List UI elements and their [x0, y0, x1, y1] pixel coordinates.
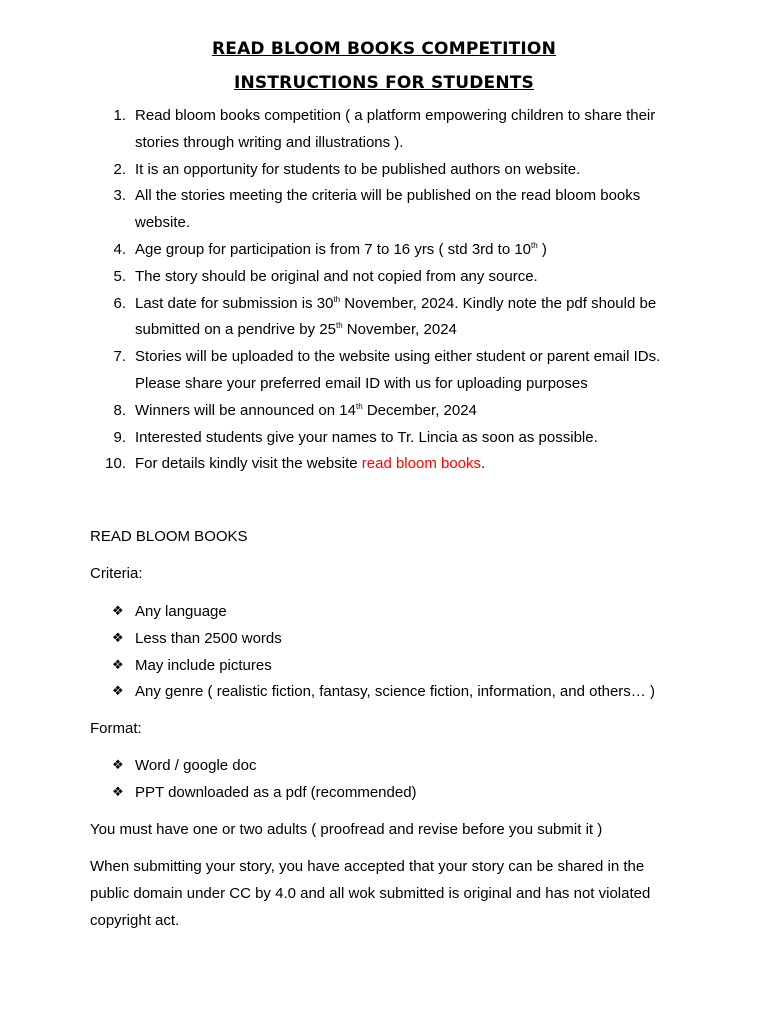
format-label: Format:: [90, 720, 142, 737]
instruction-item: [90, 425, 680, 452]
list-item: [90, 599, 690, 626]
list-number: 6.: [113, 294, 126, 312]
document-subtitle: INSTRUCTIONS FOR STUDENTS: [233, 73, 535, 93]
list-item: [90, 753, 690, 780]
list-number: 5.: [113, 267, 126, 285]
instruction-text: Winners will be announced on 14: [135, 401, 356, 419]
instruction-item: [90, 291, 680, 345]
criteria-label: Criteria:: [90, 565, 143, 582]
diamond-bullet-icon: ❖: [112, 630, 124, 646]
instructions-list: [90, 103, 680, 478]
instruction-text: .: [481, 455, 486, 473]
closing-paragraph: When submitting your story, you have accepted that your story can be shared in the public domain under CC by 4.0 and all wok submitted is original and has not violated copyright act.: [90, 858, 651, 929]
ordinal-suffix: th: [335, 321, 343, 331]
list-number: 3.: [113, 187, 126, 205]
instruction-text: Age group for participation is from 7 to 16 yrs ( std 3rd to 10: [135, 240, 532, 258]
list-item: [90, 653, 690, 680]
criteria-text: Less than 2500 words: [135, 629, 282, 647]
ordinal-suffix: th: [531, 240, 538, 250]
list-item: [90, 780, 690, 807]
instruction-text: Last date for submission is 30: [135, 294, 334, 312]
instruction-text: It is an opportunity for students to be published authors on website.: [135, 160, 581, 178]
instruction-text: Read bloom books competition ( a platform empowering children to share their stories through writing and illustrations ).: [135, 107, 656, 151]
list-number: 8.: [113, 401, 126, 419]
criteria-list: [90, 599, 690, 706]
format-text: Word / google doc: [135, 757, 257, 774]
document-title: READ BLOOM BOOKS COMPETITION: [211, 39, 557, 59]
instruction-item: [90, 237, 680, 264]
list-number: 4.: [113, 240, 126, 258]
format-list: [90, 753, 690, 807]
diamond-bullet-icon: ❖: [112, 657, 124, 673]
list-number: 7.: [113, 348, 126, 366]
instruction-text: For details kindly visit the website: [135, 455, 362, 473]
instruction-item: [90, 103, 680, 157]
instruction-text: The story should be original and not copied from any source.: [135, 267, 538, 285]
instruction-item: [90, 264, 680, 291]
instruction-item: [90, 398, 680, 425]
ordinal-suffix: th: [333, 294, 341, 304]
list-item: [90, 626, 690, 653]
criteria-text: Any language: [135, 603, 227, 620]
instruction-text: ): [537, 240, 547, 258]
diamond-bullet-icon: ❖: [112, 784, 124, 800]
instruction-text: November, 2024: [342, 321, 457, 339]
criteria-text: May include pictures: [135, 656, 272, 674]
instruction-text: December, 2024: [362, 401, 477, 419]
instruction-text: Stories will be uploaded to the website using either student or parent email IDs. Please share your preferred email ID with us for uploading purposes: [135, 348, 661, 392]
list-number: 1.: [113, 107, 126, 124]
diamond-bullet-icon: ❖: [112, 604, 124, 619]
format-text: PPT downloaded as a pdf (recommended): [135, 783, 417, 801]
instruction-item: [90, 344, 680, 398]
list-number: 10.: [105, 455, 126, 473]
list-number: 2.: [113, 160, 126, 178]
list-item: [90, 679, 690, 706]
diamond-bullet-icon: ❖: [112, 684, 124, 700]
list-number: 9.: [113, 428, 126, 446]
instruction-text: All the stories meeting the criteria will be published on the read bloom books website.: [135, 187, 641, 232]
instruction-text: Interested students give your names to Tr. Lincia as soon as possible.: [135, 428, 598, 446]
instruction-item: [90, 157, 680, 184]
adult-note: You must have one or two adults ( proofread and revise before you submit it ): [90, 821, 603, 838]
website-link[interactable]: read bloom books: [361, 455, 482, 473]
instruction-item: [90, 183, 680, 237]
criteria-text: Any genre ( realistic fiction, fantasy, science fiction, information, and others… ): [135, 683, 655, 701]
section-heading: READ BLOOM BOOKS: [90, 528, 248, 545]
ordinal-suffix: th: [355, 401, 363, 411]
instruction-item: [90, 451, 680, 478]
diamond-bullet-icon: ❖: [112, 758, 124, 773]
instruction-text: November, 2024. Kindly note the pdf should be submitted on a pendrive by 25: [135, 294, 657, 339]
